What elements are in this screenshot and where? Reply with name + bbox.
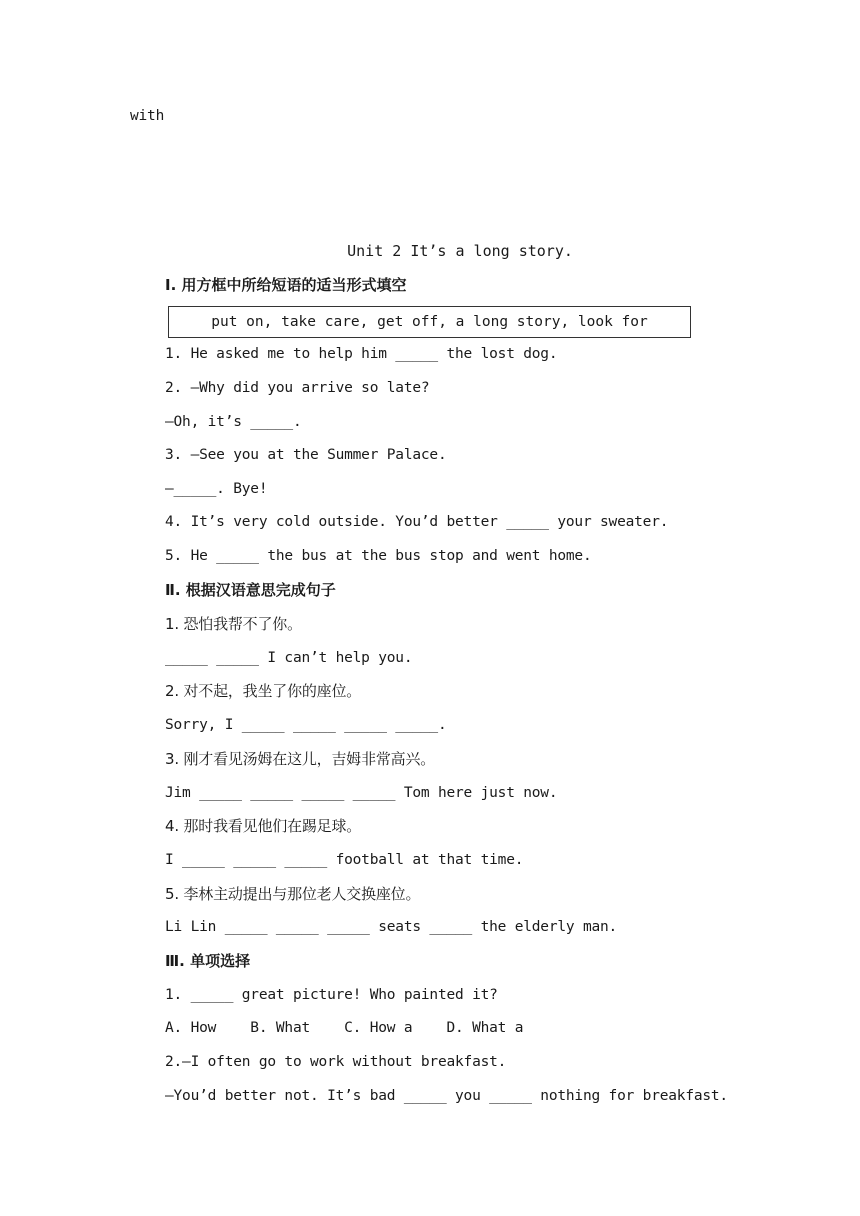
s1-line-4: 3. —See you at the Summer Palace. [165,447,447,463]
s2-line-7: 4. 那时我看见他们在踢足球。 [165,817,362,835]
s2-line-6: Jim _____ _____ _____ _____ Tom here just now. [165,785,558,801]
s2-line-4: Sorry, I _____ _____ _____ _____. [165,717,447,733]
phrase-box: put on, take care, get off, a long story, look for [168,306,691,338]
page-title: Unit 2 It’s a long story. [347,242,573,260]
s2-line-2: _____ _____ I can’t help you. [165,650,413,666]
section1-heading: Ⅰ. 用方框中所给短语的适当形式填空 [165,276,407,294]
s1-line-6: 4. It’s very cold outside. You’d better _____ your sweater. [165,514,669,530]
s2-line-3: 2. 对不起，我坐了你的座位。 [165,682,362,700]
s2-line-5: 3. 刚才看见汤姆在这儿，吉姆非常高兴。 [165,750,436,768]
s1-line-7: 5. He _____ the bus at the bus stop and went home. [165,548,592,564]
s2-line-9: 5. 李林主动提出与那位老人交换座位。 [165,885,421,903]
section2-heading: Ⅱ. 根据汉语意思完成句子 [165,581,336,599]
s2-line-8: I _____ _____ _____ football at that time. [165,852,524,868]
s1-line-2: 2. —Why did you arrive so late? [165,380,430,396]
s2-line-1: 1. 恐怕我帮不了你。 [165,615,302,633]
s2-line-10: Li Lin _____ _____ _____ seats _____ the elderly man. [165,919,618,935]
stray-text: with [130,108,165,124]
s3-line-3: 2.—I often go to work without breakfast. [165,1054,507,1070]
section3-heading: Ⅲ. 单项选择 [165,952,251,970]
s1-line-5: —_____. Bye! [165,481,268,497]
s3-line-1: 1. _____ great picture! Who painted it? [165,987,498,1003]
s3-line-2: A. How B. What C. How a D. What a [165,1020,524,1036]
s1-line-3: —Oh, it’s _____. [165,414,302,430]
s1-line-1: 1. He asked me to help him _____ the lost dog. [165,346,558,362]
s3-line-4: —You’d better not. It’s bad _____ you _____ nothing for breakfast. [165,1088,728,1104]
